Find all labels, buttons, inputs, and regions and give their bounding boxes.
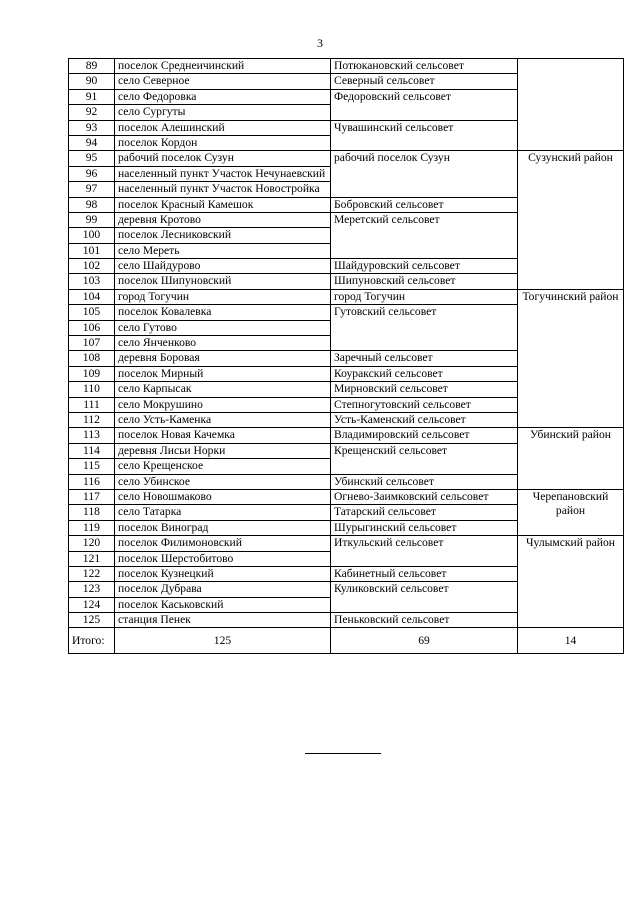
settlement-name: село Шайдурово xyxy=(115,259,331,274)
row-number: 99 xyxy=(69,212,115,227)
settlement-name: поселок Шипуновский xyxy=(115,274,331,289)
totals-label: Итого: xyxy=(69,628,115,654)
row-number: 100 xyxy=(69,228,115,243)
council-name: Мирновский сельсовет xyxy=(331,382,518,397)
council-name: Чувашинский сельсовет xyxy=(331,120,518,151)
row-number: 116 xyxy=(69,474,115,489)
settlement-name: поселок Виноград xyxy=(115,520,331,535)
row-number: 114 xyxy=(69,443,115,458)
row-number: 122 xyxy=(69,566,115,581)
row-number: 105 xyxy=(69,305,115,320)
district-name: Тогучинский район xyxy=(518,289,624,428)
council-name: Степногутовский сельсовет xyxy=(331,397,518,412)
total-settlements: 125 xyxy=(115,628,331,654)
settlement-name: рабочий поселок Сузун xyxy=(115,151,331,166)
row-number: 112 xyxy=(69,412,115,427)
settlement-name: поселок Среднеичинский xyxy=(115,59,331,74)
settlement-name: село Мереть xyxy=(115,243,331,258)
council-name: Коуракский сельсовет xyxy=(331,366,518,381)
row-number: 124 xyxy=(69,597,115,612)
settlement-name: поселок Каськовский xyxy=(115,597,331,612)
settlement-name: село Убинское xyxy=(115,474,331,489)
settlement-name: поселок Шерстобитово xyxy=(115,551,331,566)
row-number: 90 xyxy=(69,74,115,89)
row-number: 101 xyxy=(69,243,115,258)
settlement-name: населенный пункт Участок Нечунаевский xyxy=(115,166,331,181)
row-number: 102 xyxy=(69,259,115,274)
row-number: 96 xyxy=(69,166,115,181)
settlement-name: поселок Кордон xyxy=(115,135,331,150)
settlement-name: село Новошмаково xyxy=(115,489,331,504)
settlements-table xyxy=(68,58,624,654)
total-districts: 14 xyxy=(518,628,624,654)
district-name: Черепановский район xyxy=(518,489,624,535)
row-number: 119 xyxy=(69,520,115,535)
page-number: 3 xyxy=(317,36,323,50)
row-number: 108 xyxy=(69,351,115,366)
settlement-name: село Крещенское xyxy=(115,459,331,474)
row-number: 93 xyxy=(69,120,115,135)
row-number: 125 xyxy=(69,613,115,628)
row-number: 121 xyxy=(69,551,115,566)
row-number: 98 xyxy=(69,197,115,212)
settlement-name: поселок Лесниковский xyxy=(115,228,331,243)
row-number: 106 xyxy=(69,320,115,335)
settlement-name: город Тогучин xyxy=(115,289,331,304)
settlement-name: село Татарка xyxy=(115,505,331,520)
row-number: 107 xyxy=(69,336,115,351)
settlement-name: село Гутово xyxy=(115,320,331,335)
council-name: город Тогучин xyxy=(331,289,518,304)
settlement-name: станция Пенек xyxy=(115,613,331,628)
council-name: Кабинетный сельсовет xyxy=(331,566,518,581)
district-name: Чулымский район xyxy=(518,536,624,628)
district-cell-empty xyxy=(518,59,624,151)
settlement-name: поселок Алешинский xyxy=(115,120,331,135)
table-row xyxy=(69,536,624,551)
settlement-name: поселок Ковалевка xyxy=(115,305,331,320)
council-name: Шайдуровский сельсовет xyxy=(331,259,518,274)
settlement-name: поселок Красный Камешок xyxy=(115,197,331,212)
settlement-name: село Северное xyxy=(115,74,331,89)
table-row xyxy=(69,428,624,443)
council-name: рабочий поселок Сузун xyxy=(331,151,518,197)
council-name: Потюкановский сельсовет xyxy=(331,59,518,74)
settlement-name: село Федоровка xyxy=(115,89,331,104)
council-name: Куликовский сельсовет xyxy=(331,582,518,613)
settlement-name: село Мокрушино xyxy=(115,397,331,412)
council-name: Владимировский сельсовет xyxy=(331,428,518,443)
row-number: 109 xyxy=(69,366,115,381)
settlement-name: деревня Лисьи Норки xyxy=(115,443,331,458)
row-number: 92 xyxy=(69,105,115,120)
settlement-name: поселок Кузнецкий xyxy=(115,566,331,581)
settlement-name: деревня Кротово xyxy=(115,212,331,227)
row-number: 113 xyxy=(69,428,115,443)
settlement-name: поселок Новая Качемка xyxy=(115,428,331,443)
row-number: 94 xyxy=(69,135,115,150)
council-name: Бобровский сельсовет xyxy=(331,197,518,212)
table-row xyxy=(69,59,624,74)
council-name: Усть-Каменский сельсовет xyxy=(331,412,518,427)
council-name: Огнево-Заимковский сельсовет xyxy=(331,489,518,504)
settlement-name: село Сургуты xyxy=(115,105,331,120)
row-number: 118 xyxy=(69,505,115,520)
council-name: Шурыгинский сельсовет xyxy=(331,520,518,535)
council-name: Крещенский сельсовет xyxy=(331,443,518,474)
council-name: Убинский сельсовет xyxy=(331,474,518,489)
settlement-name: село Усть-Каменка xyxy=(115,412,331,427)
council-name: Федоровский сельсовет xyxy=(331,89,518,120)
council-name: Гутовский сельсовет xyxy=(331,305,518,351)
row-number: 103 xyxy=(69,274,115,289)
council-name: Шипуновский сельсовет xyxy=(331,274,518,289)
row-number: 95 xyxy=(69,151,115,166)
district-name: Сузунский район xyxy=(518,151,624,290)
council-name: Северный сельсовет xyxy=(331,74,518,89)
table-row xyxy=(69,289,624,304)
total-councils: 69 xyxy=(331,628,518,654)
council-name: Заречный сельсовет xyxy=(331,351,518,366)
council-name: Пеньковский сельсовет xyxy=(331,613,518,628)
row-number: 89 xyxy=(69,59,115,74)
settlement-name: поселок Филимоновский xyxy=(115,536,331,551)
table-row xyxy=(69,151,624,166)
signature-line xyxy=(305,753,381,754)
table-row xyxy=(69,489,624,504)
row-number: 97 xyxy=(69,182,115,197)
row-number: 111 xyxy=(69,397,115,412)
settlement-name: село Карпысак xyxy=(115,382,331,397)
settlement-name: населенный пункт Участок Новостройка xyxy=(115,182,331,197)
council-name: Татарский сельсовет xyxy=(331,505,518,520)
settlement-name: деревня Боровая xyxy=(115,351,331,366)
row-number: 117 xyxy=(69,489,115,504)
row-number: 115 xyxy=(69,459,115,474)
council-name: Меретский сельсовет xyxy=(331,212,518,258)
settlement-name: поселок Мирный xyxy=(115,366,331,381)
council-name: Иткульский сельсовет xyxy=(331,536,518,567)
row-number: 110 xyxy=(69,382,115,397)
district-name: Убинский район xyxy=(518,428,624,490)
settlement-name: село Янченково xyxy=(115,336,331,351)
row-number: 123 xyxy=(69,582,115,597)
row-number: 120 xyxy=(69,536,115,551)
settlement-name: поселок Дубрава xyxy=(115,582,331,597)
row-number: 104 xyxy=(69,289,115,304)
totals-row xyxy=(69,628,624,654)
row-number: 91 xyxy=(69,89,115,104)
